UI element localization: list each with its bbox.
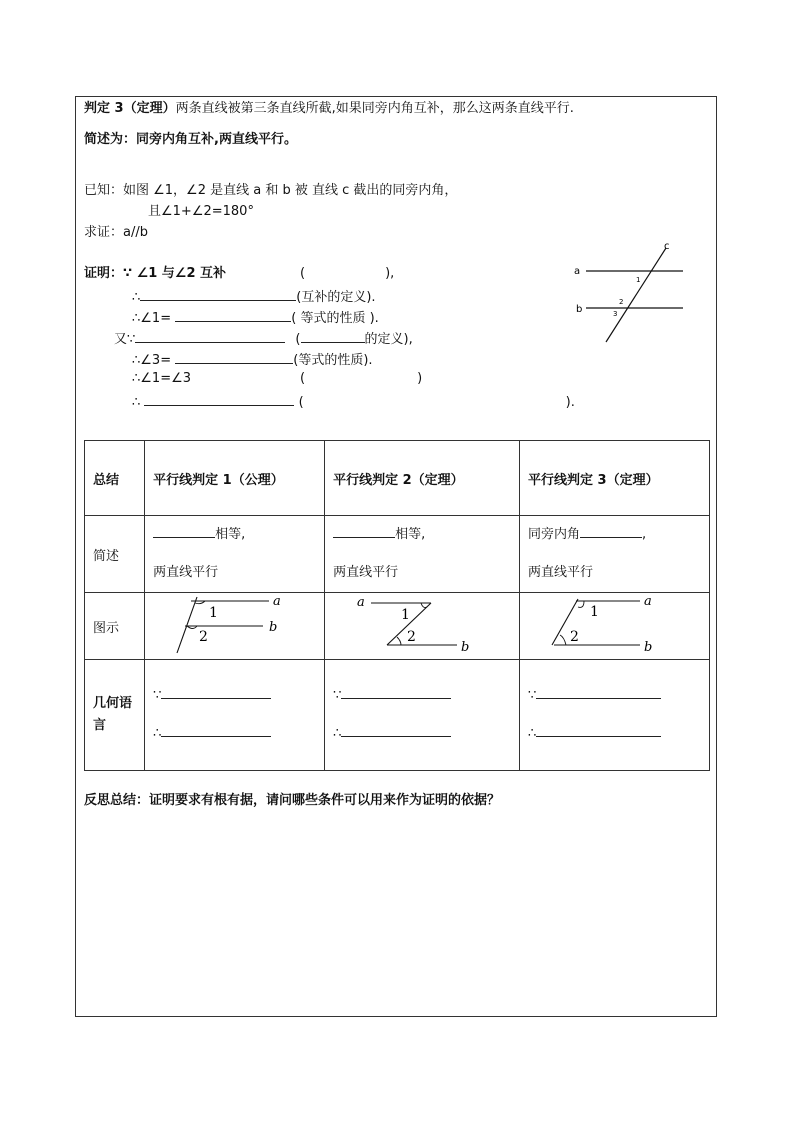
- header-rule-3: 平行线判定 3（定理）: [520, 441, 710, 516]
- blank-field[interactable]: [341, 723, 451, 737]
- blank-field[interactable]: [153, 524, 215, 538]
- brief-cell-3: 同旁内角 , 两直线平行: [520, 516, 710, 593]
- blank-field[interactable]: [175, 308, 291, 322]
- svg-text:1: 1: [209, 605, 219, 621]
- svg-text:2: 2: [570, 629, 579, 645]
- svg-text:b: b: [269, 620, 278, 635]
- co-interior-angles-figure: [520, 593, 709, 655]
- alternate-angles-figure: [325, 593, 518, 655]
- svg-text:1: 1: [590, 604, 599, 620]
- blank-field[interactable]: [144, 392, 294, 406]
- parallel-lines-figure: [572, 240, 688, 346]
- reflection-prompt: 反思总结：证明要求有根有据，请问哪些条件可以用来作为证明的依据？: [84, 793, 501, 808]
- blank-field[interactable]: [536, 723, 661, 737]
- label-a: a: [574, 266, 581, 277]
- summary-line: 简述为：同旁内角互补,两直线平行。: [84, 132, 297, 147]
- proof-line-3: ∴∠1= ( 等式的性质 ).: [132, 308, 379, 327]
- blank-field[interactable]: [135, 329, 285, 343]
- table-row-geometry: [85, 660, 710, 771]
- corresponding-angles-figure: [145, 593, 323, 655]
- label-c: c: [664, 241, 670, 252]
- proof-line-5: ∴∠3= (等式的性质).: [132, 350, 373, 369]
- proof-line-1: [84, 266, 226, 282]
- blank-field[interactable]: [175, 350, 293, 364]
- table-row-brief: [85, 516, 710, 593]
- given-line-1: 已知：如图 ∠1，∠2 是直线 a 和 b 被 直线 c 截出的同旁内角，: [84, 183, 458, 198]
- blank-field[interactable]: [536, 685, 661, 699]
- summary-table: [84, 440, 710, 771]
- figure-cell-2: [325, 593, 520, 660]
- label-b: b: [576, 304, 583, 315]
- proof-prefix: 证明：∵: [84, 266, 133, 281]
- header-rule-1: 平行线判定 1（公理）: [145, 441, 325, 516]
- blank-field[interactable]: [341, 685, 451, 699]
- theorem-label: 判定 3（定理）: [84, 101, 176, 116]
- proof-l1: ∠1 与∠2 互补: [136, 266, 227, 281]
- proof-line-7: ∴ ( ).: [132, 392, 575, 411]
- svg-text:b: b: [644, 640, 653, 655]
- svg-text:a: a: [273, 594, 281, 609]
- table-header-row: [85, 441, 710, 516]
- proof-line-4: 又∵ ( 的定义),: [114, 329, 413, 348]
- blank-field[interactable]: [161, 685, 271, 699]
- blank-field[interactable]: [161, 723, 271, 737]
- proof-l6-reason: ( ): [300, 371, 423, 386]
- theorem-text: 两条直线被第三条直线所截,如果同旁内角互补，那么这两条直线平行.: [175, 101, 574, 116]
- header-rule-2: 平行线判定 2（定理）: [325, 441, 520, 516]
- svg-text:2: 2: [199, 629, 209, 645]
- brief-cell-1: 相等, 两直线平行: [145, 516, 325, 593]
- theorem-line: [84, 101, 574, 117]
- row-label-geometry: 几何语 言: [85, 660, 145, 771]
- proof-line-6: ∴∠1=∠3: [132, 371, 192, 386]
- brief-cell-2: 相等, 两直线平行: [325, 516, 520, 593]
- svg-text:1: 1: [401, 607, 410, 623]
- svg-text:a: a: [644, 594, 652, 609]
- svg-text:a: a: [357, 595, 365, 610]
- geo-cell-3: ∵ ∴: [520, 660, 710, 771]
- prove-line: 求证：a//b: [84, 225, 148, 240]
- angle-3-label: 3: [613, 310, 618, 318]
- table-row-figure: [85, 593, 710, 660]
- row-label-brief: 简述: [85, 516, 145, 593]
- blank-field[interactable]: [580, 524, 642, 538]
- blank-field[interactable]: [333, 524, 395, 538]
- figure-cell-1: [145, 593, 325, 660]
- given-line-2: 且∠1+∠2=180°: [148, 204, 254, 219]
- angle-1-label: 1: [636, 276, 641, 284]
- proof-l1-reason: ( ),: [300, 266, 395, 281]
- proof-line-2: ∴ (互补的定义).: [132, 287, 376, 306]
- blank-field[interactable]: [140, 287, 296, 301]
- svg-text:b: b: [461, 640, 470, 655]
- angle-2-label: 2: [619, 298, 624, 306]
- geo-cell-2: ∵ ∴: [325, 660, 520, 771]
- blank-field[interactable]: [301, 329, 365, 343]
- figure-cell-3: [520, 593, 710, 660]
- row-label-figure: 图示: [85, 593, 145, 660]
- header-summary: 总结: [85, 441, 145, 516]
- svg-text:2: 2: [407, 629, 416, 645]
- geo-cell-1: ∵ ∴: [145, 660, 325, 771]
